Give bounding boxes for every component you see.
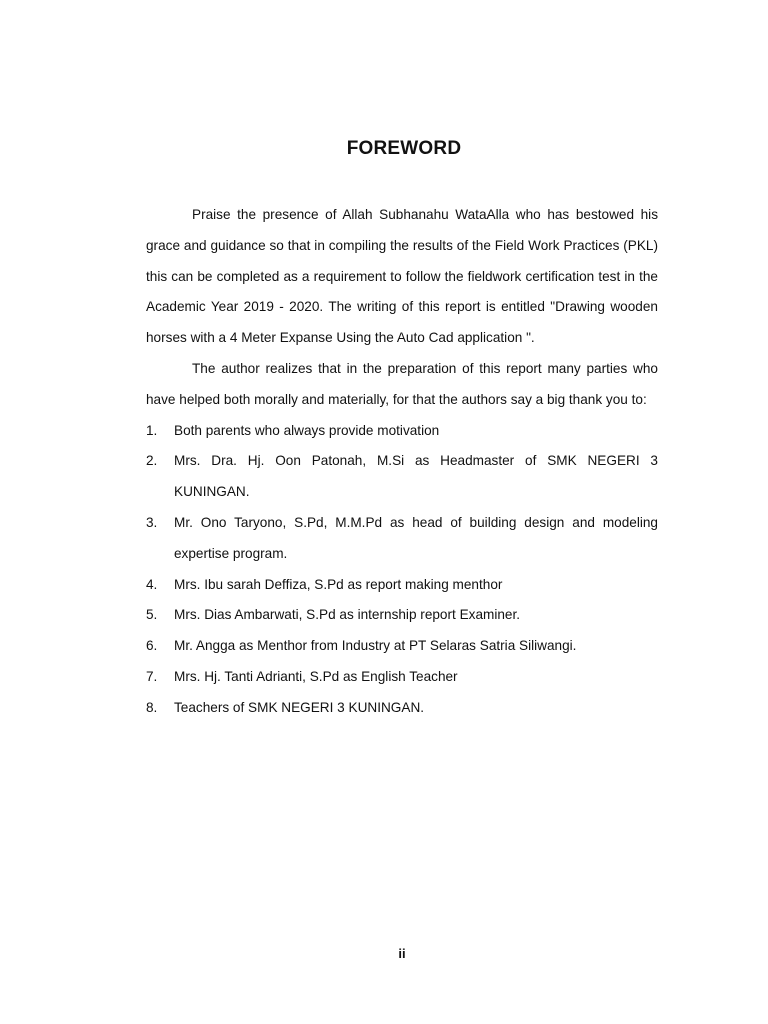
list-item <box>146 446 658 508</box>
list-item-text: Mrs. Dias Ambarwati, S.Pd as internship report Examiner. <box>174 607 521 623</box>
list-item-number: 5. <box>146 607 158 623</box>
list-item-number: 1. <box>146 422 158 438</box>
list-item <box>146 416 658 447</box>
paragraph-thanks: The author realizes that in the preparation of this report many parties who have helped both morally and materially, for that the authors say a big thank you to: <box>146 360 658 407</box>
list-item <box>146 600 658 631</box>
paragraph-intro: Praise the presence of Allah Subhanahu WataAlla who has bestowed his grace and guidance so that in compiling the results of the Field Work Practices (PKL) this can be completed as a requirement to follow the fieldwork certification test in the Academic Year 2019 - 2020. The writing of this report is entitled "Drawing wooden horses with a 4 Meter Expanse Using the Auto Cad application ". <box>146 207 658 346</box>
list-item-number: 2. <box>146 453 158 469</box>
page-title: FOREWORD <box>346 138 462 159</box>
list-item-text: Teachers of SMK NEGERI 3 KUNINGAN. <box>174 699 425 715</box>
list-item <box>146 508 658 570</box>
list-item-number: 7. <box>146 668 158 684</box>
list-item-text: Mrs. Hj. Tanti Adrianti, S.Pd as English Teacher <box>174 668 458 684</box>
list-item-number: 8. <box>146 699 158 715</box>
list-item <box>146 662 658 693</box>
list-item-number: 3. <box>146 514 158 530</box>
list-item <box>146 693 658 724</box>
list-item-text: Mrs. Dra. Hj. Oon Patonah, M.Si as Headmaster of SMK NEGERI 3 KUNINGAN. <box>174 453 658 500</box>
list-item-number: 6. <box>146 638 158 654</box>
list-item-text: Mr. Ono Taryono, S.Pd, M.M.Pd as head of building design and modeling expertise program. <box>174 514 658 561</box>
list-item-text: Mr. Angga as Menthor from Industry at PT Selaras Satria Siliwangi. <box>174 638 577 654</box>
page-number: ii <box>398 946 406 961</box>
list-item-text: Mrs. Ibu sarah Deffiza, S.Pd as report making menthor <box>174 576 503 592</box>
acknowledgement-list <box>146 416 658 724</box>
list-item <box>146 631 658 662</box>
foreword-body <box>146 200 658 724</box>
list-item <box>146 570 658 601</box>
list-item-text: Both parents who always provide motivation <box>174 422 440 438</box>
list-item-number: 4. <box>146 576 158 592</box>
